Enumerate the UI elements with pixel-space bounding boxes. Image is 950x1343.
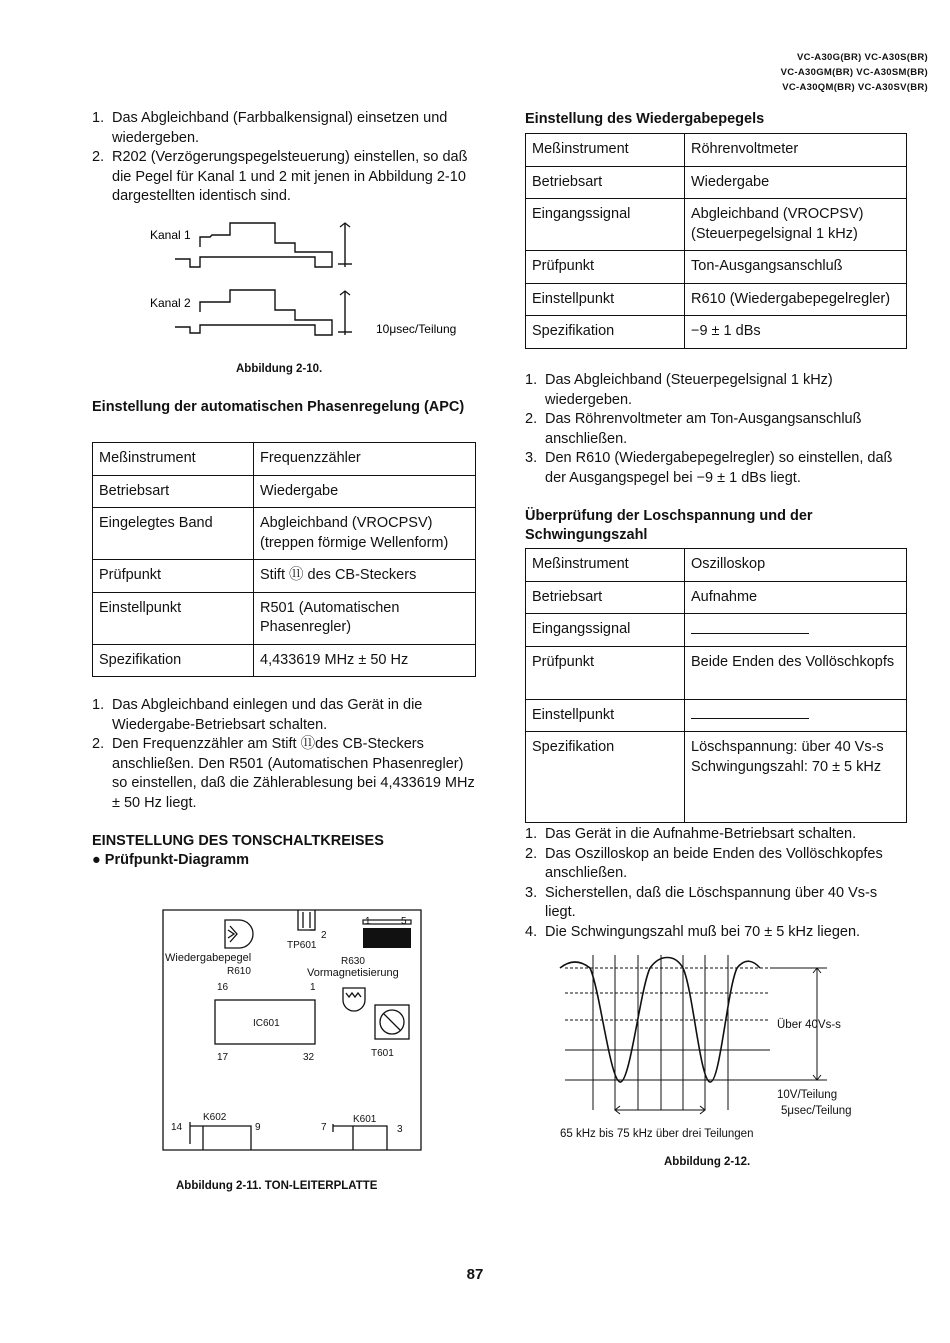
table-row: Eingangssignal <box>526 614 907 647</box>
ic601-label: IC601 <box>253 1018 280 1029</box>
k601-label: K601 <box>353 1114 377 1125</box>
table-row: Eingangssignal Abgleichband (VROCPSV) (Steuerpegelsignal 1 kHz) <box>526 199 907 251</box>
svg-text:3: 3 <box>397 1124 403 1135</box>
playback-step: 3. Den R610 (Wiedergabepegelregler) so einstellen, daß der Ausgangspegel bei −9 ± 1 dBs liegt. <box>525 450 893 486</box>
table-row: Meßinstrument Oszilloskop <box>526 549 907 582</box>
erase-table <box>525 548 907 823</box>
ton-section-title: EINSTELLUNG DES TONSCHALTKREISES <box>92 833 384 849</box>
page-number: 87 <box>466 1266 484 1283</box>
table-row: Spezifikation −9 ± 1 dBs <box>526 316 907 349</box>
model-line-2: VC-A30GM(BR) VC-A30SM(BR) <box>780 67 928 78</box>
model-line-3: VC-A30QM(BR) VC-A30SV(BR) <box>782 82 928 93</box>
model-line-1: VC-A30G(BR) VC-A30S(BR) <box>797 52 928 63</box>
kanal2-waveform <box>175 290 352 335</box>
table-row: Prüfpunkt Ton-Ausgangsanschluß <box>526 251 907 284</box>
svg-text:5: 5 <box>401 916 407 927</box>
table-row: Prüfpunkt Stift ⑪ des CB-Steckers <box>93 560 476 593</box>
ton-section-subtitle: ● Prüfpunkt-Diagramm <box>92 852 249 868</box>
k601-connector <box>333 1124 387 1150</box>
intro-steps <box>92 109 476 207</box>
k602-connector <box>190 1122 251 1150</box>
table-row: Betriebsart Aufnahme <box>526 581 907 614</box>
playback-step: 2. Das Röhrenvoltmeter am Ton-Ausgangsanschluß anschließen. <box>525 411 862 447</box>
potentiometer-icon <box>225 920 253 948</box>
r610-label: R610 <box>227 966 251 977</box>
oscilloscope-figure <box>555 950 885 1145</box>
erase-step: 4. Die Schwingungszahl muß bei 70 ± 5 kHz liegen. <box>525 923 861 940</box>
svg-text:17: 17 <box>217 1052 229 1063</box>
svg-text:1: 1 <box>365 916 371 927</box>
r630-block <box>363 928 411 948</box>
playback-table <box>525 133 907 349</box>
vormagnetisierung-label: Vormagnetisierung <box>307 967 399 979</box>
svg-text:32: 32 <box>303 1052 315 1063</box>
table-row: Meßinstrument Frequenzzähler <box>93 443 476 476</box>
apc-step: 1. Das Abgleichband einlegen und das Gerät in die Wiedergabe-Betriebsart schalten. <box>92 697 423 733</box>
playback-title: Einstellung des Wiedergabepegels <box>525 111 765 127</box>
r630-label: R630 <box>341 956 365 967</box>
table-row: Meßinstrument Röhrenvoltmeter <box>526 134 907 167</box>
t601-transformer <box>375 1005 409 1039</box>
table-row: Einstellpunkt R610 (Wiedergabepegelregler) <box>526 283 907 316</box>
uber-40-label: Über 40Vs-s <box>777 1019 841 1031</box>
table-row: Einstellpunkt R501 (Automatischen Phasenregler) <box>93 592 476 644</box>
svg-text:14: 14 <box>171 1122 183 1133</box>
frequency-range-label: 65 kHz bis 75 kHz über drei Teilungen <box>560 1128 754 1140</box>
figure-caption-2-10: Abbildung 2-10. <box>236 363 323 375</box>
intro-step: 2. R202 (Verzögerungspegelsteuerung) einstellen, so daß die Pegel für Kanal 1 und 2 mit jenen in Abbildung 2-10 dargestellten identisch sind. <box>92 149 468 204</box>
table-row: Betriebsart Wiedergabe <box>526 166 907 199</box>
erase-step: 1. Das Gerät in die Aufnahme-Betriebsart schalten. <box>525 826 857 842</box>
bias-potentiometer-icon <box>343 988 365 1011</box>
erase-title: Überprüfung der Loschspannung und der Schwingungszahl <box>525 508 813 543</box>
k602-label: K602 <box>203 1112 227 1123</box>
audio-board-diagram <box>155 900 430 1162</box>
erase-steps <box>525 825 907 942</box>
table-row: Einstellpunkt <box>526 699 907 732</box>
channel-waveform-figure <box>140 215 480 345</box>
svg-text:9: 9 <box>255 1122 261 1133</box>
apc-title: Einstellung der automatischen Phasenregelung (APC) <box>92 399 465 415</box>
tp601-label: TP601 <box>287 940 317 951</box>
svg-text:2: 2 <box>321 930 327 941</box>
erase-step: 2. Das Oszilloskop an beide Enden des Vollöschkopfes anschließen. <box>525 845 883 881</box>
volt-division-label: 10V/Teilung <box>777 1089 838 1101</box>
apc-steps <box>92 696 476 813</box>
playback-step: 1. Das Abgleichband (Steuerpegelsignal 1 kHz) wiedergeben. <box>525 372 833 408</box>
kanal2-label: Kanal 2 <box>150 296 191 310</box>
empty-value-dash <box>691 718 809 719</box>
wiedergabepegel-label: Wiedergabepegel <box>165 952 252 964</box>
erase-step: 3. Sicherstellen, daß die Löschspannung über 40 Vs-s liegt. <box>525 884 878 920</box>
table-row: Spezifikation 4,433619 MHz ± 50 Hz <box>93 644 476 677</box>
figure-caption-2-11: Abbildung 2-11. TON-LEITERPLATTE <box>176 1180 378 1192</box>
kanal1-label: Kanal 1 <box>150 228 191 242</box>
svg-text:7: 7 <box>321 1122 327 1133</box>
figure-caption-2-12: Abbildung 2-12. <box>664 1156 751 1168</box>
table-row: Spezifikation Löschspannung: über 40 Vs-s Schwingungszahl: 70 ± 5 kHz <box>526 732 907 823</box>
kanal1-waveform <box>175 223 352 267</box>
svg-text:1: 1 <box>310 982 316 993</box>
playback-steps <box>525 371 907 488</box>
apc-step: 2. Den Frequenzzähler am Stift ⑪des CB-Steckers anschließen. Den R501 (Automatischen Phasenregler) so einstellen, daß die Zählerablesung bei 4,433619 MHz ± 50 Hz liegt. <box>92 736 475 811</box>
time-division-label: 5μsec/Teilung <box>781 1105 852 1117</box>
timebase-label: 10μsec/Teilung <box>376 322 457 336</box>
table-row: Betriebsart Wiedergabe <box>93 475 476 508</box>
table-row: Prüfpunkt Beide Enden des Vollöschkopfs <box>526 646 907 699</box>
table-row: Eingelegtes Band Abgleichband (VROCPSV) (treppen förmige Wellenform) <box>93 508 476 560</box>
t601-label: T601 <box>371 1048 394 1059</box>
intro-step: 1. Das Abgleichband (Farbbalkensignal) einsetzen und wiedergeben. <box>92 110 448 146</box>
apc-table <box>92 442 476 677</box>
tp601-connector <box>298 910 315 930</box>
svg-text:16: 16 <box>217 982 229 993</box>
empty-value-dash <box>691 633 809 634</box>
